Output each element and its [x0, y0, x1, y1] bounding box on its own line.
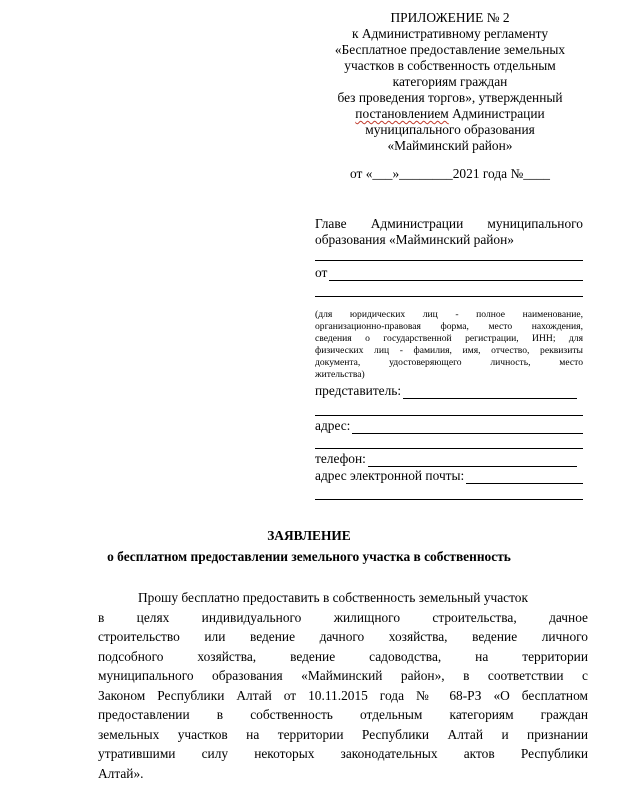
body-line: муниципального образования «Майминский район», в соответствии с [98, 668, 588, 683]
blank-line[interactable] [315, 448, 583, 449]
address-field[interactable] [315, 418, 583, 434]
regulation-title-3: категориям граждан [392, 74, 508, 89]
blank-line[interactable] [315, 296, 583, 297]
body-line: Прошу бесплатно предоставить в собственность земельный участок [138, 590, 528, 605]
phone-blank[interactable] [368, 454, 577, 467]
note-line: сведения о государственной регистрации, ИНН; для [315, 333, 583, 344]
addressee-line-1: Главе Администрации муниципального [315, 216, 583, 231]
note-line: физических лиц - фамилия, имя, отчество, реквизиты [315, 345, 583, 356]
municipality-line: муниципального образования [365, 122, 535, 137]
body-line: подсобного хозяйства, ведение садоводства, на территории [98, 648, 588, 664]
date-number-line: от «___»________2021 года №____ [349, 166, 550, 181]
body-line: строительство или ведение дачного хозяйства, ведение личного [98, 629, 588, 644]
document-subtitle: о бесплатном предоставлении земельного участка в собственность [107, 549, 511, 564]
approved-by-rest: Администрации [448, 106, 545, 121]
regulation-title-2: участков в собственность отдельным [344, 58, 556, 73]
spellcheck-word: постановлением [355, 106, 449, 121]
from-label: от [315, 265, 328, 280]
phone-label: телефон: [315, 451, 366, 466]
address-blank[interactable] [352, 421, 583, 434]
blank-line[interactable] [315, 415, 583, 416]
appendix-number: ПРИЛОЖЕНИЕ № 2 [390, 10, 510, 25]
representative-label: представитель: [315, 383, 402, 398]
appendix-header [300, 10, 600, 182]
blank-line[interactable] [315, 260, 583, 261]
email-field[interactable] [315, 468, 583, 484]
note-line: документа, удостоверяющего личность, место [315, 357, 583, 368]
body-line: Законом Республики Алтай от 10.11.2015 года № 68-РЗ «О бесплатном [98, 687, 588, 703]
email-label: адрес электронной почты: [315, 468, 465, 483]
district-name: «Майминский район» [387, 138, 513, 153]
body-line: предоставлении в собственность отдельным категориям граждан [98, 707, 588, 722]
approved-by-line [300, 106, 600, 122]
email-blank[interactable] [466, 471, 583, 484]
document-title: ЗАЯВЛЕНИЕ [267, 528, 351, 543]
applicant-note [315, 309, 583, 381]
regulation-title-4: без проведения торгов», утвержденный [337, 90, 563, 105]
representative-blank[interactable] [403, 386, 577, 399]
addressee-line-2: образования «Майминский район» [315, 232, 514, 247]
regulation-ref: к Административному регламенту [351, 26, 549, 41]
representative-field[interactable] [315, 383, 577, 399]
address-label: адрес: [315, 418, 351, 433]
body-line: утратившими силу некоторых законодательных актов Республики [98, 746, 588, 761]
note-line: организационно-правовая форма, место нахождения, [315, 321, 583, 332]
from-field[interactable] [315, 265, 583, 281]
phone-field[interactable] [315, 451, 577, 467]
blank-line[interactable] [315, 499, 583, 500]
note-line: (для юридических лиц - полное наименование, [315, 309, 583, 320]
body-line: в целях индивидуального жилищного строительства, дачное [98, 609, 588, 625]
application-body [98, 588, 588, 783]
body-line: земельных участков на территории Республики Алтай и признании [98, 726, 588, 742]
regulation-title-1: «Бесплатное предоставление земельных [334, 42, 566, 57]
note-line: жительства) [315, 369, 365, 380]
from-blank[interactable] [329, 268, 583, 281]
addressee-block [315, 216, 583, 500]
body-line: Алтай». [98, 765, 144, 781]
